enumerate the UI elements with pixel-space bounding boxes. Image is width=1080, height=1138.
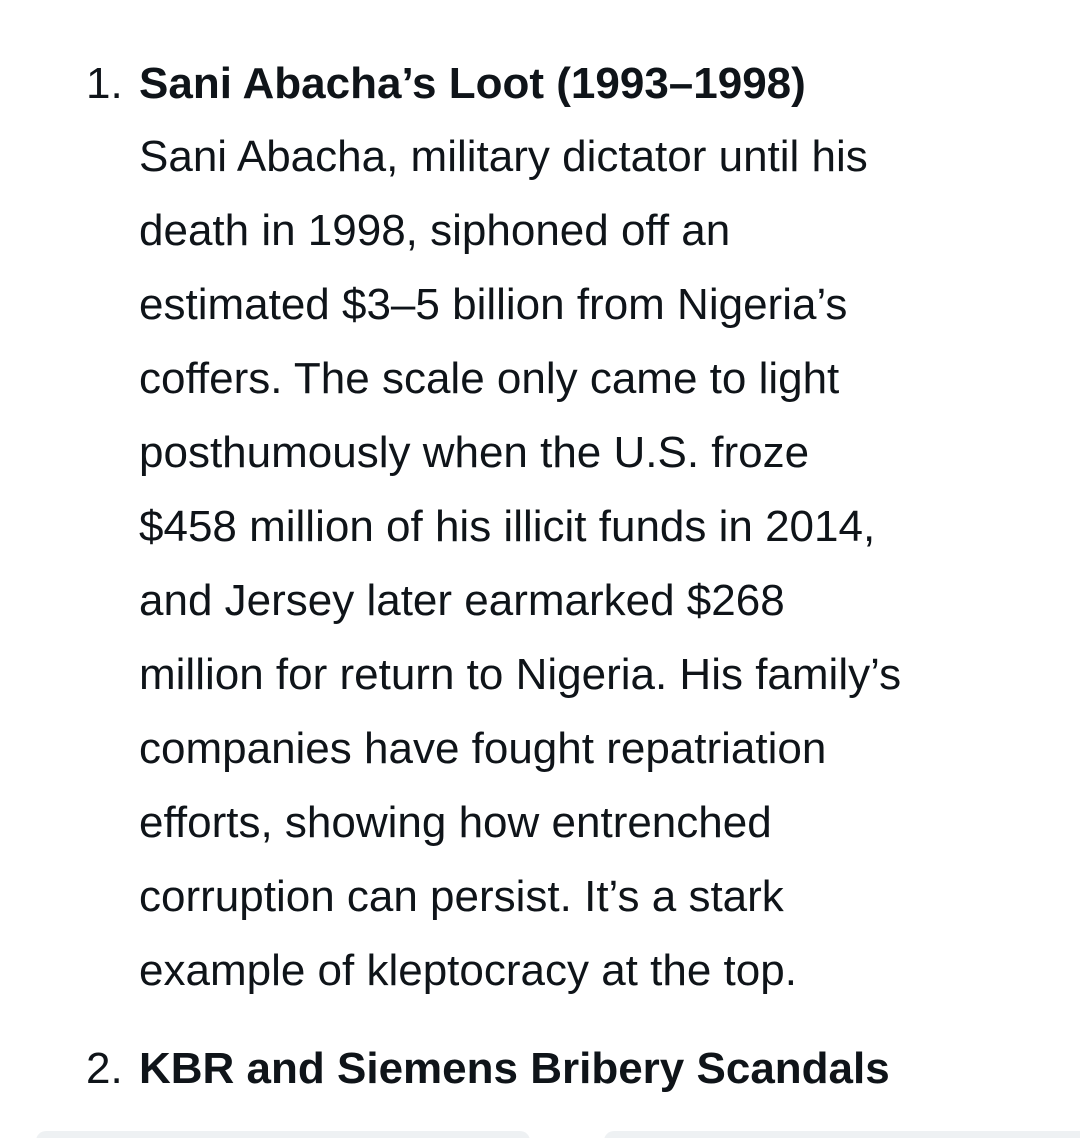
list-item-title: Sani Abacha’s Loot (1993–1998) [139,59,806,108]
list-item-paragraph [139,120,1039,1008]
list-item-number: 1. [86,59,123,108]
paragraph-line: estimated $3–5 billion from Nigeria’s [139,280,848,329]
paragraph-line: coffers. The scale only came to light [139,354,840,403]
paragraph-line: Sani Abacha, military dictator until his [139,132,868,181]
list-item [0,1037,1080,1101]
paragraph-line: and Jersey later earmarked $268 [139,576,785,625]
paragraph-line: $458 million of his illicit funds in 2014, [139,502,876,551]
paragraph-line: million for return to Nigeria. His family’s [139,650,902,699]
action-button-placeholder-left[interactable] [36,1131,530,1138]
paragraph-line: death in 1998, siphoned off an [139,206,731,255]
list-item-number: 2. [86,1044,123,1093]
paragraph-line: corruption can persist. It’s a stark [139,872,784,921]
numbered-list [0,52,1080,1101]
paragraph-line: companies have fought repatriation [139,724,827,773]
paragraph-line: example of kleptocracy at the top. [139,946,797,995]
list-item-title: KBR and Siemens Bribery Scandals [139,1044,890,1093]
list-item [0,52,1080,1008]
paragraph-line: posthumously when the U.S. froze [139,428,810,477]
action-button-placeholder-right[interactable] [604,1131,1080,1138]
paragraph-line: efforts, showing how entrenched [139,798,772,847]
